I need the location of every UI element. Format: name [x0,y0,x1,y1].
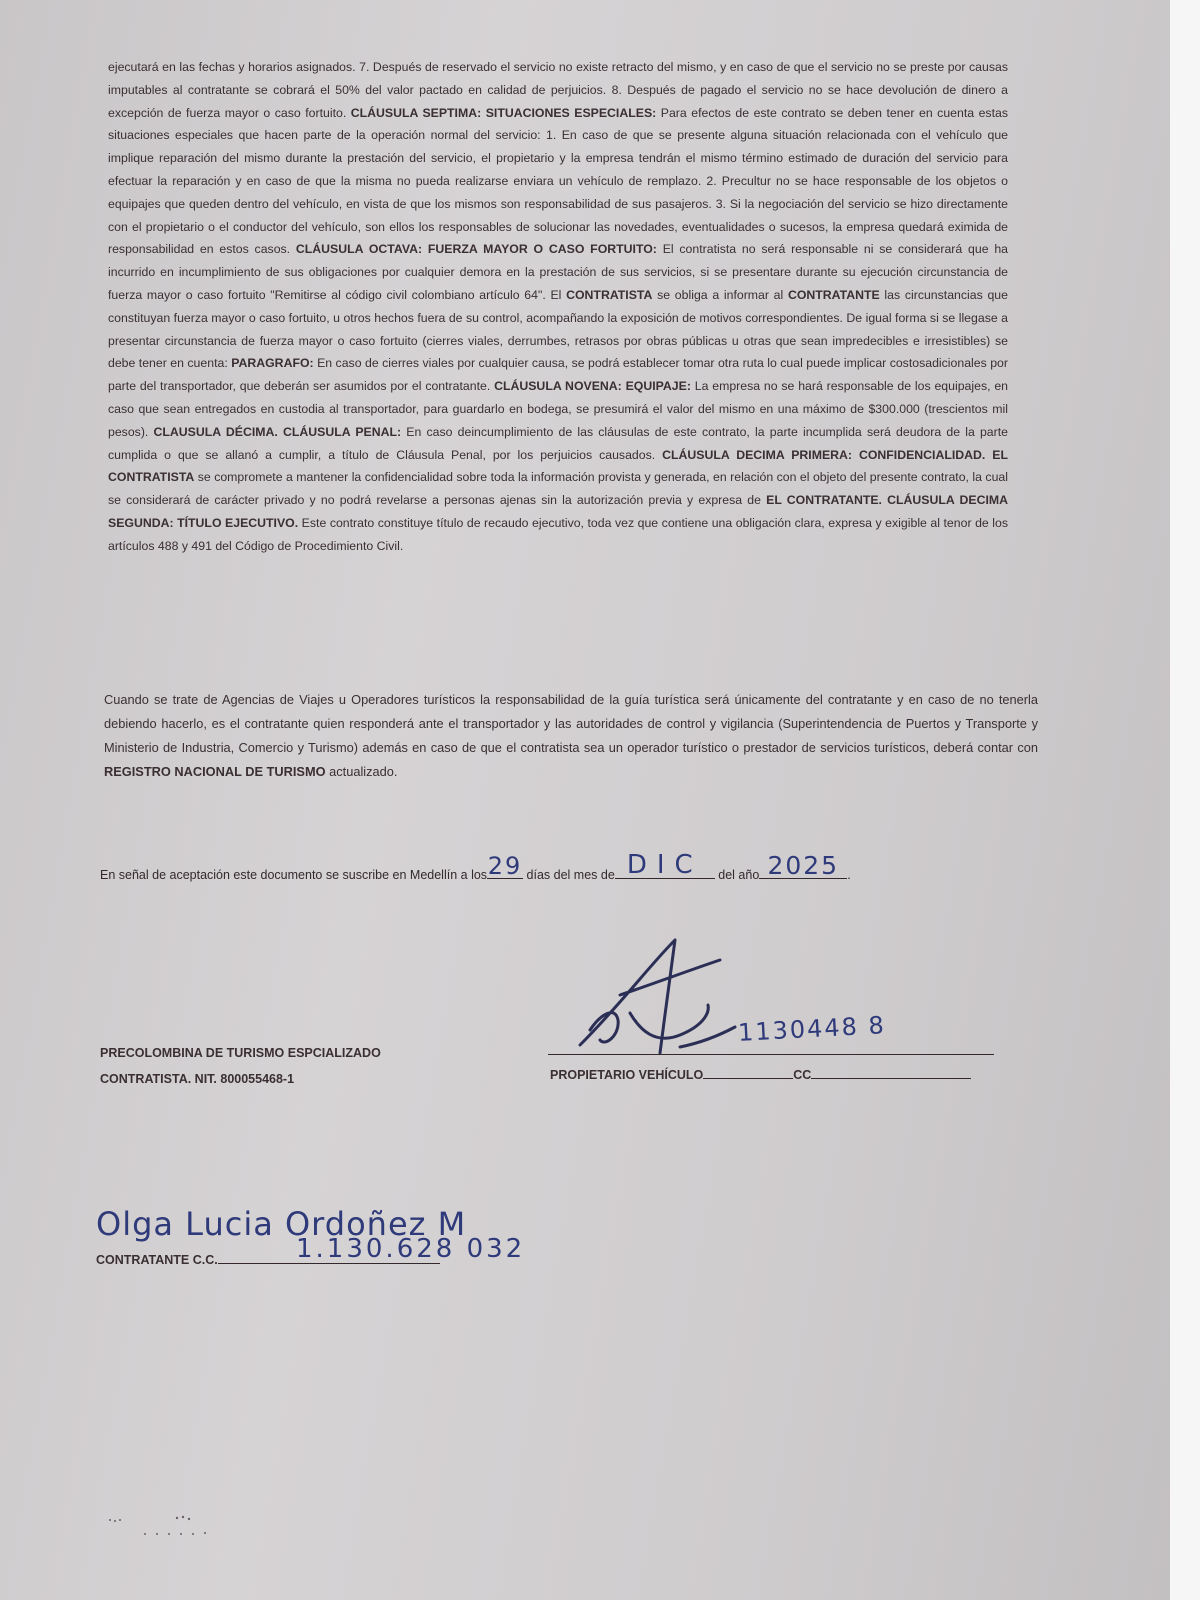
clause-heading: CONTRATISTA [566,287,653,302]
acceptance-end: . [847,868,851,882]
owner-cc-label: CC [793,1068,812,1082]
client-name-handwritten: Olga Lucia Ordoñez M [96,1205,467,1243]
smudge-marks [105,1510,235,1540]
month-value: DIC [626,850,703,880]
owner-signature-mark [560,935,900,1065]
clause-text: las circunstancias que constituyan fuerza mayor o caso fortuito, u otros hechos fuera de su control, acompañando la exposición de motivos correspondientes. De igual forma si se llegase a presentar circunstancia de fuerza mayor o caso fortuito (cierres viales, derrumbes, retrasos por obras públicas u otras que sean impredecibles e irresistibles) se debe tener en cuenta: [108,287,1008,371]
acceptance-prefix: En señal de aceptación este documento se suscribe en Medellín a los [100,868,488,882]
owner-cc-handwritten: 1130448 8 [737,1011,887,1047]
clause-text: actualizado. [325,764,398,779]
year-label: del año [718,868,760,882]
clause-heading: CLÁUSULA NOVENA: EQUIPAJE: [494,379,691,394]
clause-text: ejecutará en las fechas y horarios asignados. 7. Después de reservado el servicio no existe retracto del mismo, y en caso de que el servicio no se preste por causas imputables al contratante se cobrará el 50% del valor pactado en calidad de perjuicios. 8. Después de pagado el servicio no se hace devolución de dinero a excepción de fuerza mayor o caso fortuito. [108,60,1008,120]
clause-text: La empresa no se hará responsable de los equipajes, en caso que sean entregados en custodia al transportador, para guardarlo en bodega, se presumirá el valor del mismo en una máximo de $300.000 (trescientos mil pesos). [108,379,1008,439]
owner-label-row [550,1068,996,1082]
clause-heading: EL CONTRATANTE. CLÁUSULA DECIMA SEGUNDA: TÍTULO EJECUTIVO. [108,493,1008,530]
acceptance-line [100,850,1000,882]
clause-heading: CLÁUSULA SEPTIMA: SITUACIONES ESPECIALES: [350,105,657,120]
owner-signature-line [548,1054,994,1055]
clause-text: Para efectos de este contrato se deben tener en cuenta estas situaciones especiales que hacen parte de la operación normal del servicio: 1. En caso de que se presente alguna situación relacionada con el vehículo que implique reparación del mismo durante la prestación del servicio, el propietario y la empresa tendrán el mismo término estimado de duración del servicio para efectuar la reparación y en caso de que la misma no pueda realizarse enviara un vehículo de remplazo. 2. Precultur no se hace responsable de los objetos o equipajes que queden dentro del vehículo, en vista de que los mismos son responsabilidad de sus pasajeros. 3. Si la negociación del servicio se hizo directamente con el propietario o el conductor del vehículo, son ellos los responsables de solucionar las novedades, eventualidades o sucesos, la empresa quedará eximida de responsabilidad en estos casos. [108,105,1008,257]
day-value: 29 [487,852,523,880]
client-label: CONTRATANTE C.C. [96,1253,218,1267]
clause-text: se obliga a informar al [652,287,788,302]
contractor-name: PRECOLOMBINA DE TURISMO ESPCIALIZADO [100,1046,381,1060]
clause-text: En caso deincumplimiento de las cláusulas de este contrato, la parte incumplida será deudora de la parte cumplida o que se allanó a cumplir, a título de Cláusula Penal, por los perjuicios causados. [108,424,1008,462]
year-blank [759,851,847,880]
clause-heading: CONTRATANTE [787,287,880,302]
clause-text: Este contrato constituye título de recaudo ejecutivo, toda vez que contiene una obligación clara, expresa y exigible al tenor de los artículos 488 y 491 del Código de Procedimiento Civil. [108,515,1008,553]
clause-heading: CLÁUSULA OCTAVA: FUERZA MAYOR O CASO FORTUITO: [295,242,657,257]
clause-heading: REGISTRO NACIONAL DE TURISMO [104,764,326,779]
owner-label: PROPIETARIO VEHÍCULO [550,1068,704,1082]
contract-clauses [108,56,1008,558]
clause-heading: CLÁUSULA DECIMA PRIMERA: CONFIDENCIALIDAD. EL CONTRATISTA [108,447,1008,485]
contractor-nit: CONTRATISTA. NIT. 800055468-1 [100,1072,295,1086]
clause-text: En caso de cierres viales por cualquier causa, se podrá establecer tomar otra ruta lo cual puede implicar costosadicionales por parte del transportador, que deberán ser asumidos por el contratante. [108,356,1008,394]
clause-text: El contratista no será responsable ni se considerará que ha incurrido en incumplimiento de sus obligaciones por cualquier demora en la prestación de sus servicios, si se presentare durante su ejecución circunstancia de fuerza mayor o caso fortuito "Remitirse al código civil colombiano artículo 64". El [108,242,1008,302]
clause-heading: PARAGRAFO: [231,356,314,371]
page-edge [1170,0,1200,1600]
client-cc-handwritten: 1.130.628 032 [296,1234,526,1264]
tourism-agency-paragraph [104,688,1038,784]
client-label-row [96,1253,440,1267]
month-blank [615,850,715,880]
acceptance-mid: días del mes de [526,868,615,882]
day-blank [487,852,523,880]
contractor-block [100,1040,460,1092]
clause-text: Cuando se trate de Agencias de Viajes u Operadores turísticos la responsabilidad de la guía turística será únicamente del contratante y en caso de no tenerla debiendo hacerlo, es el contratante quien responderá ante el transportador y las autoridades de control y vigilancia (Superintendencia de Puertos y Transporte y Ministerio de Industria, Comercio y Turismo) además en caso de que el contratista sea un operador turístico o prestador de servicios turísticos, deberá contar con [104,692,1038,755]
clause-text: se compromete a mantener la confidencialidad sobre toda la información provista y generada, en relación con el objeto del presente contrato, la cual se considerará de carácter privado y no podrá revelarse a personas ajenas sin la autorización previa y expresa de [108,470,1008,508]
clause-heading: CLAUSULA DÉCIMA. CLÁUSULA PENAL: [153,424,402,439]
year-value: 2025 [767,851,840,880]
